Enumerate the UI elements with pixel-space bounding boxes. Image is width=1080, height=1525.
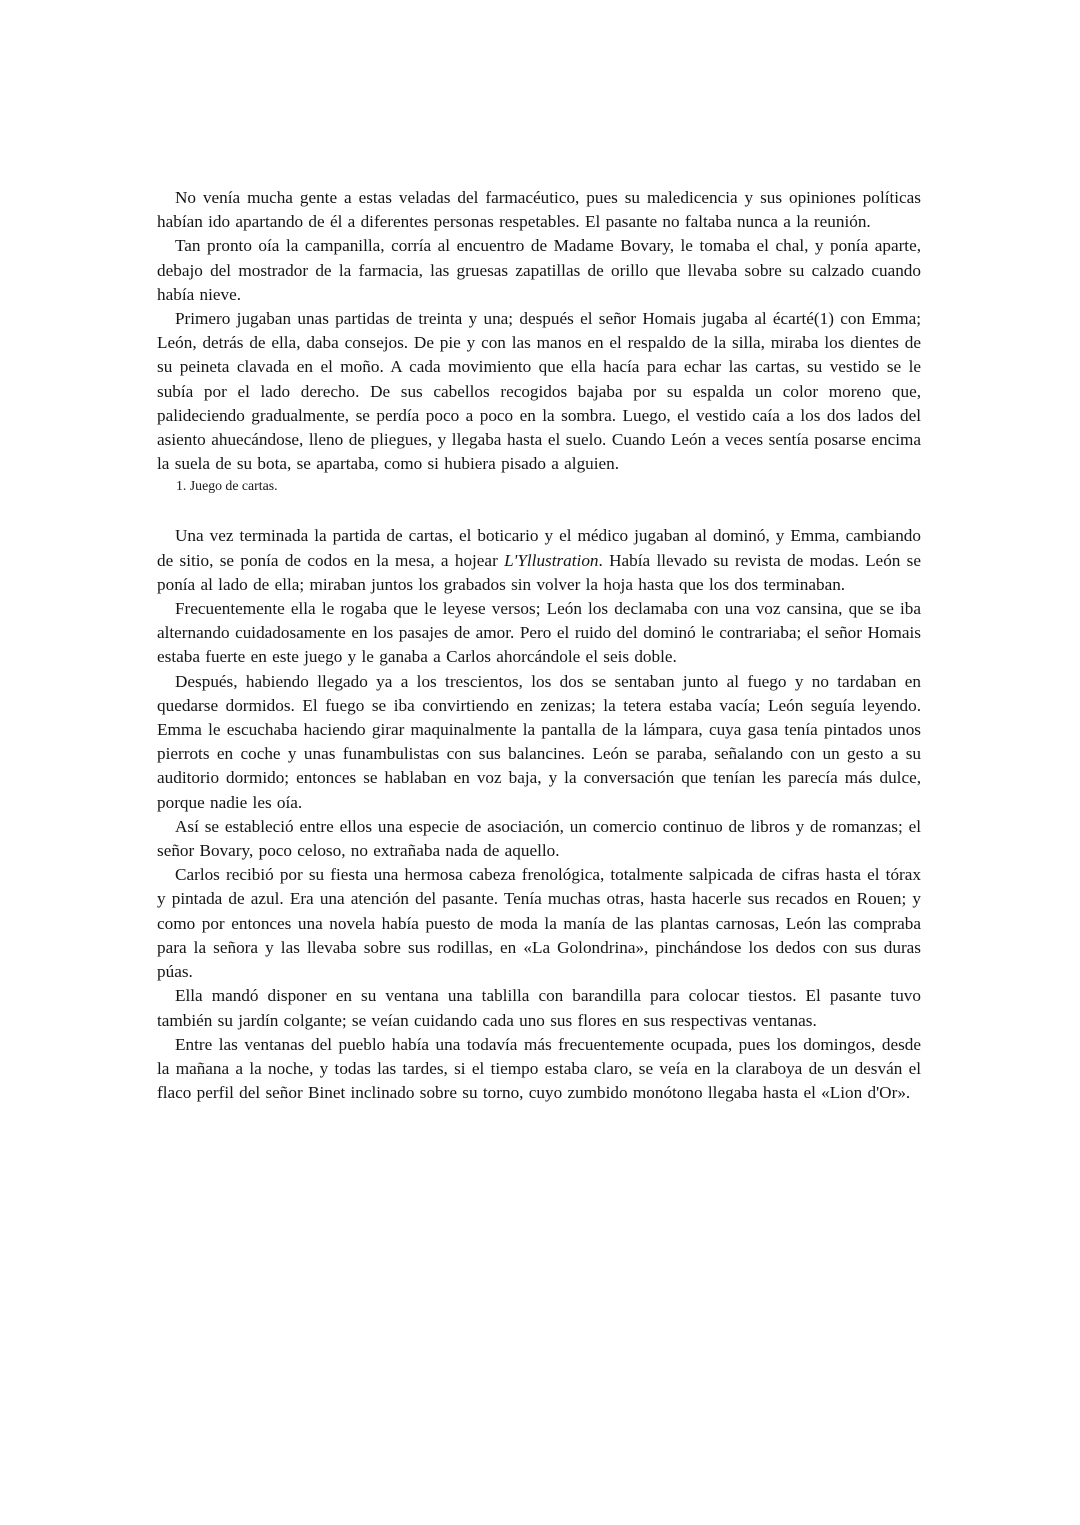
paragraph-4 [157, 524, 921, 597]
paragraph-8 [157, 863, 921, 984]
paragraph-1 [157, 186, 921, 234]
italic-text-run: L'Yllustration [504, 550, 599, 570]
footnote [157, 476, 921, 495]
text-run: Primero jugaban unas partidas de treinta y una; después el señor Homais jugaba al écarté(1) con Emma; León, detrás de ella, daba consejos. De pie y con las manos en el respaldo de la silla, miraba los dientes de su peineta clavada en el moño. A cada movimiento que ella hacía para echar las cartas, su vestido se le subía por el lado derecho. De sus cabellos recogidos bajaba por su espalda un color moreno que, palideciendo gradualmente, se perdía poco a poco en la sombra. Luego, el vestido caía a los dos lados del asiento ahuecándose, lleno de pliegues, y llegaba hasta el suelo. Cuando León a veces sentía posarse encima la suela de su bota, se apartaba, como si hubiera pisado a alguien. [157, 309, 921, 474]
text-run: No venía mucha gente a estas veladas del farmacéutico, pues su maledicencia y sus opiniones políticas habían ido apartando de él a diferentes personas respetables. El pasante no faltaba nunca a la reunión. [157, 188, 921, 232]
text-run: Entre las ventanas del pueblo había una todavía más frecuentemente ocupada, pues los domingos, desde la mañana a la noche, y todas las tardes, si el tiempo estaba claro, se veía en la claraboya de un desván el flaco perfil del señor Binet inclinado sobre su torno, cuyo zumbido monótono llegaba hasta el «Lion d'Or». [157, 1034, 921, 1103]
text-run: Carlos recibió por su fiesta una hermosa cabeza frenológica, totalmente salpicada de cifras hasta el tórax y pintada de azul. Era una atención del pasante. Tenía muchas otras, hasta hacerle sus recados en Rouen; y como por entonces una novela había puesto de moda la manía de las plantas carnosas, León las compraba para la señora y las llevaba sobre sus rodillas, en «La Golondrina», pinchándose los dedos con sus duras púas. [157, 865, 921, 982]
text-block [157, 186, 921, 1105]
text-run: Así se estableció entre ellos una especie de asociación, un comercio continuo de libros y de romanzas; el señor Bovary, poco celoso, no extrañaba nada de aquello. [157, 816, 921, 861]
text-run: Después, habiendo llegado ya a los trescientos, los dos se sentaban junto al fuego y no tardaban en quedarse dormidos. El fuego se iba convirtiendo en zenizas; la tetera estaba vacía; León seguía leyendo. Emma le escuchaba haciendo girar maquinalmente la pantalla de la lámpara, cuya gasa tenía pintados unos pierrots en coche y unas funambulistas con sus balancines. León se paraba, señalando con un gesto a su auditorio dormido; entonces se hablaban en voz baja, y la conversación que tenían les parecía más dulce, porque nadie les oía. [157, 671, 921, 812]
paragraph-9 [157, 984, 921, 1032]
paragraph-5 [157, 597, 921, 670]
text-run: . Había llevado su revista de modas. León se ponía al lado de ella; miraban juntos los grabados sin volver la hoja hasta que los dos terminaban. [157, 550, 921, 594]
paragraph-3 [157, 307, 921, 476]
paragraph-2 [157, 234, 921, 307]
text-run: Una vez terminada la partida de cartas, el boticario y el médico jugaban al dominó, y Emma, cambiando de sitio, se ponía de codos en la mesa, a hojear [157, 526, 921, 570]
text-run: Tan pronto oía la campanilla, corría al encuentro de Madame Bovary, le tomaba el chal, y ponía aparte, debajo del mostrador de la farmacia, las gruesas zapatillas de orillo que llevaba sobre su calzado cuando había nieve. [157, 236, 921, 304]
text-run: Frecuentemente ella le rogaba que le leyese versos; León los declamaba con una voz cansina, que se iba alternando cuidadosamente en los pasajes de amor. Pero el ruido del dominó le contrariaba; el señor Homais estaba fuerte en este juego y le ganaba a Carlos ahorcándole el seis doble. [157, 599, 921, 667]
paragraph-6 [157, 670, 921, 815]
paragraph-7 [157, 815, 921, 863]
text-run: 1. Juego de cartas. [176, 478, 278, 494]
text-run: Ella mandó disponer en su ventana una tablilla con barandilla para colocar tiestos. El pasante tuvo también su jardín colgante; se veían cuidando cada uno sus flores en sus respectivas ventanas. [157, 986, 921, 1030]
paragraph-10 [157, 1033, 921, 1106]
